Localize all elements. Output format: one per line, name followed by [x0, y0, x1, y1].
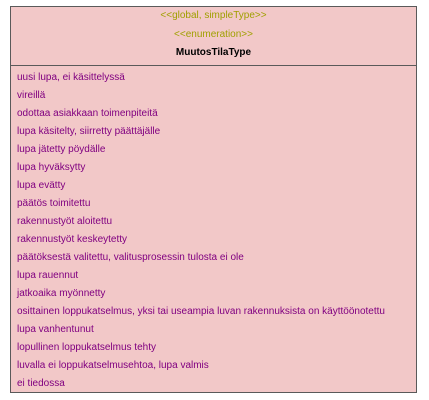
literal-item: luvalla ei loppukatselmusehtoa, lupa valmis	[17, 360, 209, 371]
literal-item: odottaa asiakkaan toimenpiteitä	[17, 108, 158, 119]
literal-item: lupa vanhentunut	[17, 324, 94, 335]
class-name: MuutosTilaType	[175, 47, 252, 58]
stereotype-global-label: <<global, simpleType>>	[160, 10, 267, 21]
literal-item: uusi lupa, ei käsittelyssä	[17, 72, 125, 83]
literal-item: lupa hyväksytty	[17, 162, 86, 173]
literal-list	[11, 66, 416, 390]
literal-item: vireillä	[17, 90, 46, 101]
literal-item: lupa käsitelty, siirretty päättäjälle	[17, 126, 161, 137]
class-header	[11, 7, 416, 66]
enumeration-class-box	[10, 6, 417, 393]
literal-item: lupa rauennut	[17, 270, 79, 281]
literal-item: rakennustyöt keskeytetty	[17, 234, 128, 245]
stereotype-enumeration-label: <<enumeration>>	[174, 29, 253, 40]
literal-item: lopullinen loppukatselmus tehty	[17, 342, 156, 353]
literal-item: jatkoaika myönnetty	[17, 288, 106, 299]
literal-item: päätöksestä valitettu, valitusprosessin tulosta ei ole	[17, 252, 244, 263]
literal-item: lupa evätty	[17, 180, 66, 191]
literal-item: päätös toimitettu	[17, 198, 91, 209]
literal-item: ei tiedossa	[17, 378, 65, 389]
literal-item: rakennustyöt aloitettu	[17, 216, 113, 227]
literal-item: lupa jätetty pöydälle	[17, 144, 106, 155]
literal-item: osittainen loppukatselmus, yksi tai useampia luvan rakennuksista on käyttöönotettu	[17, 306, 385, 317]
